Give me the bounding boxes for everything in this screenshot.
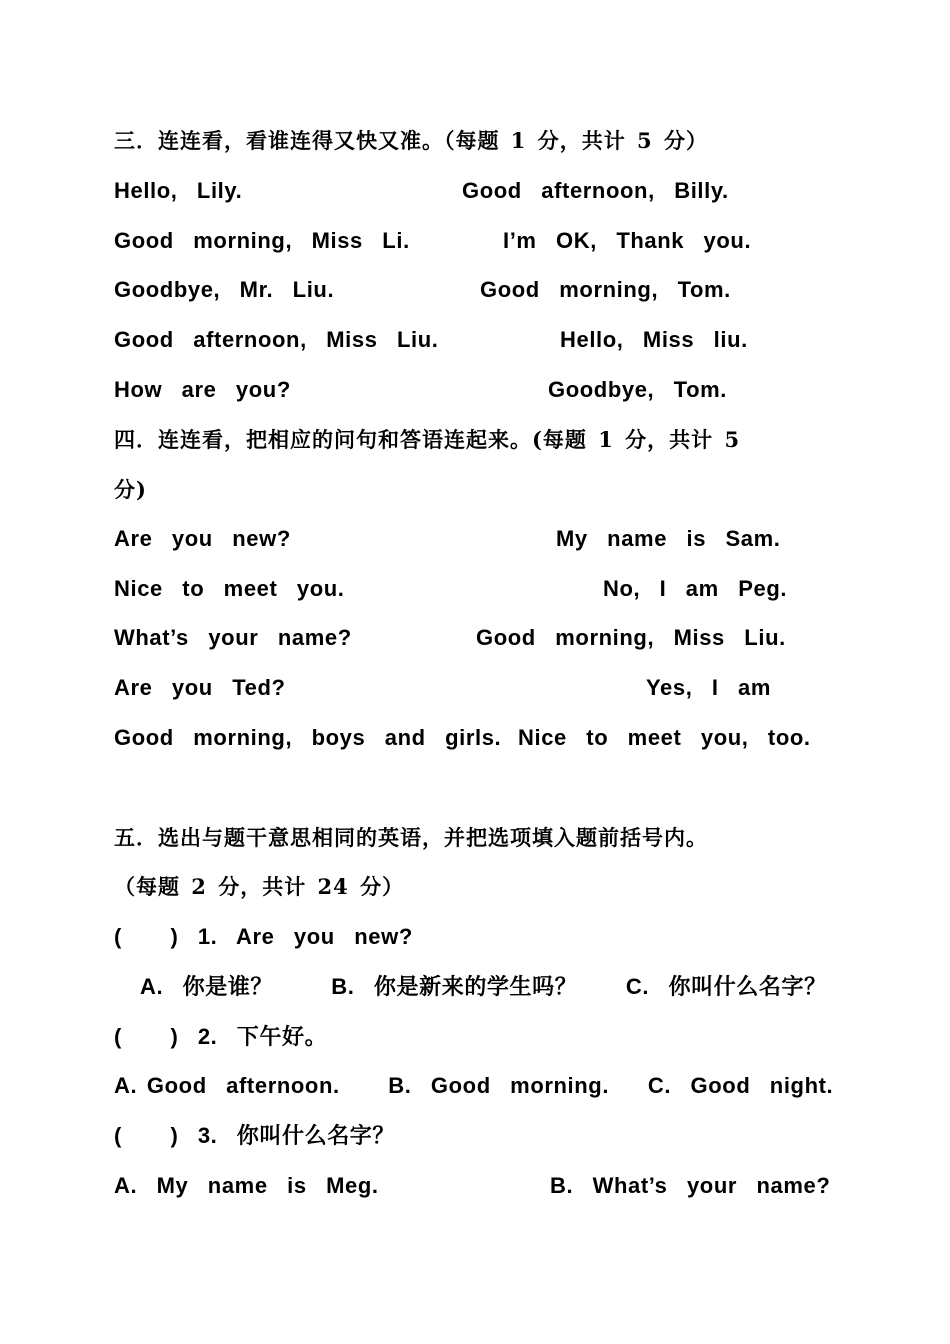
question-2: ( ) 2. 下午好。 (114, 1024, 328, 1049)
question-3-option-a: A. My name is Meg. (114, 1173, 379, 1198)
section5-heading-line2: （每题 2 分，共计 24 分） (114, 874, 405, 899)
s4-row4-right: Yes, I am (646, 675, 772, 700)
s4-row4-left: Are you Ted? (114, 675, 286, 700)
question-1: ( ) 1. Are you new? (114, 924, 413, 949)
section4-heading-line2: 分) (114, 477, 147, 502)
s4-row5-right: Nice to meet you, too. (518, 725, 811, 750)
question-3-option-b: B. What’s your name? (550, 1173, 831, 1198)
question-1-options: A. 你是谁？ B. 你是新来的学生吗？ C. 你叫什么名字？ (140, 974, 827, 999)
s4-row2-left: Nice to meet you. (114, 576, 345, 601)
s3-row3-left: Goodbye, Mr. Liu. (114, 277, 335, 302)
s4-row3-right: Good morning, Miss Liu. (476, 625, 786, 650)
s3-row4-left: Good afternoon, Miss Liu. (114, 327, 439, 352)
s3-row5-right: Goodbye, Tom. (548, 377, 727, 402)
s4-row2-right: No, I am Peg. (603, 576, 788, 601)
s3-row2-right: I’m OK, Thank you. (503, 228, 752, 253)
s4-row1-right: My name is Sam. (556, 526, 781, 551)
s3-row1-right: Good afternoon, Billy. (462, 178, 729, 203)
s4-row3-left: What’s your name? (114, 625, 352, 650)
section4-heading-line1: 四．连连看，把相应的问句和答语连起来。(每题 1 分，共计 5 (114, 427, 741, 452)
s3-row3-right: Good morning, Tom. (480, 277, 731, 302)
s3-row4-right: Hello, Miss liu. (560, 327, 748, 352)
s3-row2-left: Good morning, Miss Li. (114, 228, 410, 253)
section5-heading-line1: 五．选出与题干意思相同的英语，并把选项填入题前括号内。 (114, 825, 708, 850)
s4-row1-left: Are you new? (114, 526, 291, 551)
question-3: ( ) 3. 你叫什么名字？ (114, 1123, 396, 1148)
s4-row5-left: Good morning, boys and girls. (114, 725, 502, 750)
s3-row5-left: How are you? (114, 377, 291, 402)
question-2-options: A. Good afternoon. B. Good morning. C. Good night. (114, 1073, 834, 1098)
section3-heading: 三．连连看，看谁连得又快又准。（每题 1 分，共计 5 分） (114, 128, 708, 153)
s3-row1-left: Hello, Lily. (114, 178, 243, 203)
